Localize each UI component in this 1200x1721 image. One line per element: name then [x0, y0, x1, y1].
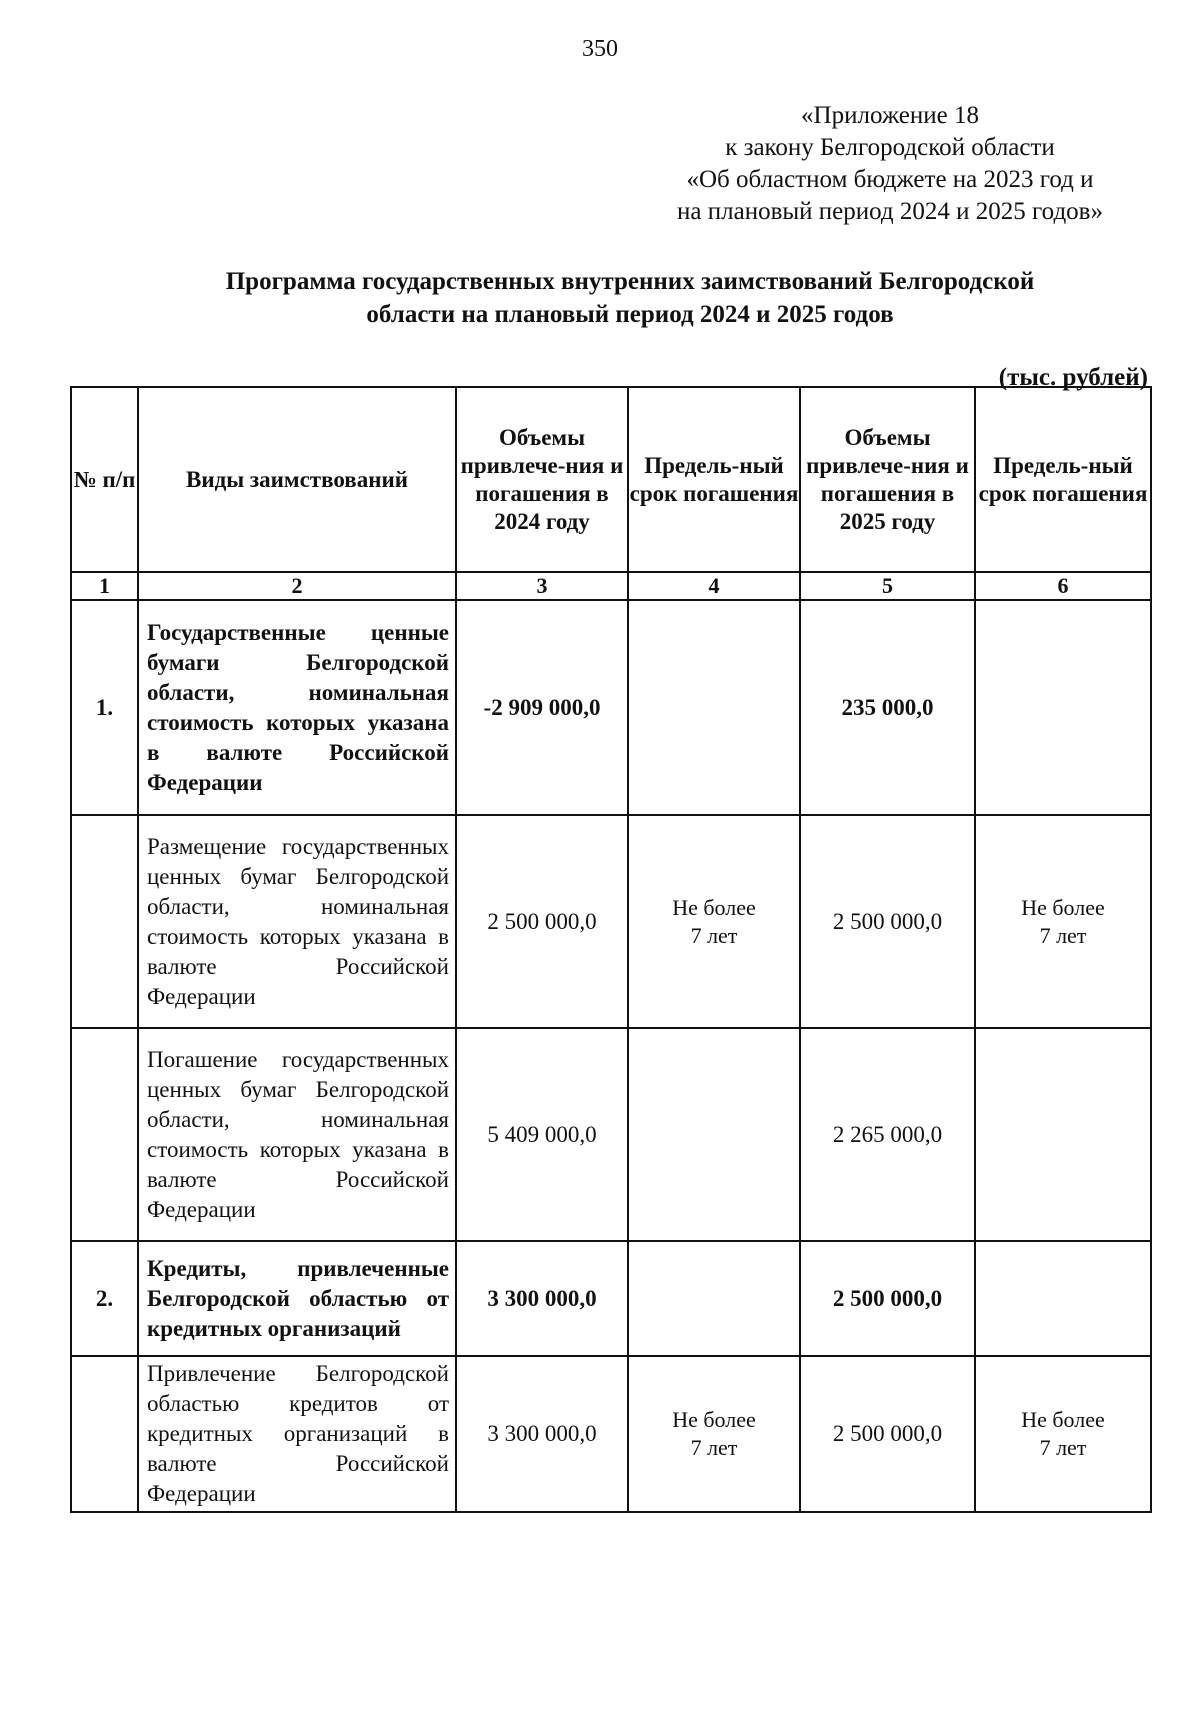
borrowing-kind: Размещение государственных ценных бумаг Белгородской области, номинальная стоимость которых указана в валюте Российской Федерации	[138, 815, 456, 1028]
table-header-row	[71, 387, 1151, 572]
term-2025	[975, 815, 1151, 1028]
column-number: 5	[800, 572, 975, 600]
row-number: 2.	[71, 1241, 138, 1356]
row-number	[71, 1356, 138, 1512]
table-row	[71, 600, 1151, 815]
borrowing-kind: Привлечение Белгородской областью кредитов от кредитных организаций в валюте Российской Федерации	[138, 1356, 456, 1512]
volume-2024: 3 300 000,0	[456, 1356, 628, 1512]
volume-2025: 235 000,0	[800, 600, 975, 815]
table-row	[71, 1241, 1151, 1356]
term-2024	[628, 1356, 800, 1512]
term-line: Не более	[672, 1407, 756, 1432]
row-number: 1.	[71, 600, 138, 815]
term-2025	[975, 1356, 1151, 1512]
column-number-row	[71, 572, 1151, 600]
document-title	[150, 265, 1110, 331]
header-volume-2025: Объемы привлече-ния и погашения в 2025 году	[800, 387, 975, 572]
term-2024	[628, 1241, 800, 1356]
term-line: Не более	[672, 894, 756, 920]
header-kind: Виды заимствований	[138, 387, 456, 572]
borrowing-kind: Государственные ценные бумаги Белгородской области, номинальная стоимость которых указана в валюте Российской Федерации	[138, 600, 456, 815]
term-line: 7 лет	[1039, 922, 1087, 948]
table-row	[71, 1028, 1151, 1241]
annex-line: «Об областном бюджете на 2023 год и	[686, 166, 1094, 193]
term-2025	[975, 600, 1151, 815]
term-line: Не более	[1021, 1407, 1105, 1432]
table-row	[71, 1356, 1151, 1512]
annex-header	[620, 100, 1160, 228]
page-number: 350	[582, 36, 618, 62]
row-number	[71, 815, 138, 1028]
term-2025	[975, 1028, 1151, 1241]
header-volume-2024: Объемы привлече-ния и погашения в 2024 году	[456, 387, 628, 572]
borrowing-kind: Кредиты, привлеченные Белгородской областью от кредитных организаций	[138, 1241, 456, 1356]
title-line: Программа государственных внутренних заимствований Белгородской	[225, 268, 1035, 295]
header-no: № п/п	[71, 387, 138, 572]
annex-line: на плановый период 2024 и 2025 годов»	[677, 198, 1103, 225]
borrowing-table	[70, 386, 1152, 1513]
term-2024	[628, 1028, 800, 1241]
volume-2025: 2 265 000,0	[800, 1028, 975, 1241]
volume-2025: 2 500 000,0	[800, 1356, 975, 1512]
column-number: 1	[71, 572, 138, 600]
term-line: 7 лет	[1039, 1435, 1087, 1460]
borrowing-kind: Погашение государственных ценных бумаг Белгородской области, номинальная стоимость которых указана в валюте Российской Федерации	[138, 1028, 456, 1241]
term-line: 7 лет	[690, 1435, 738, 1460]
table-row	[71, 815, 1151, 1028]
volume-2024: 5 409 000,0	[456, 1028, 628, 1241]
term-2025	[975, 1241, 1151, 1356]
volume-2024: 3 300 000,0	[456, 1241, 628, 1356]
term-line: 7 лет	[690, 922, 738, 948]
annex-line: «Приложение 18	[801, 102, 979, 129]
row-number	[71, 1028, 138, 1241]
volume-2025: 2 500 000,0	[800, 1241, 975, 1356]
column-number: 3	[456, 572, 628, 600]
volume-2024: 2 500 000,0	[456, 815, 628, 1028]
header-term-2025: Предель-ный срок погашения	[975, 387, 1151, 572]
volume-2024: -2 909 000,0	[456, 600, 628, 815]
term-line: Не более	[1021, 894, 1105, 920]
title-line: области на плановый период 2024 и 2025 годов	[366, 301, 894, 328]
column-number: 4	[628, 572, 800, 600]
column-number: 6	[975, 572, 1151, 600]
annex-line: к закону Белгородской области	[725, 134, 1055, 161]
header-term-2024: Предель-ный срок погашения	[628, 387, 800, 572]
term-2024	[628, 600, 800, 815]
units-label: (тыс. рублей)	[998, 364, 1148, 391]
volume-2025: 2 500 000,0	[800, 815, 975, 1028]
column-number: 2	[138, 572, 456, 600]
term-2024	[628, 815, 800, 1028]
